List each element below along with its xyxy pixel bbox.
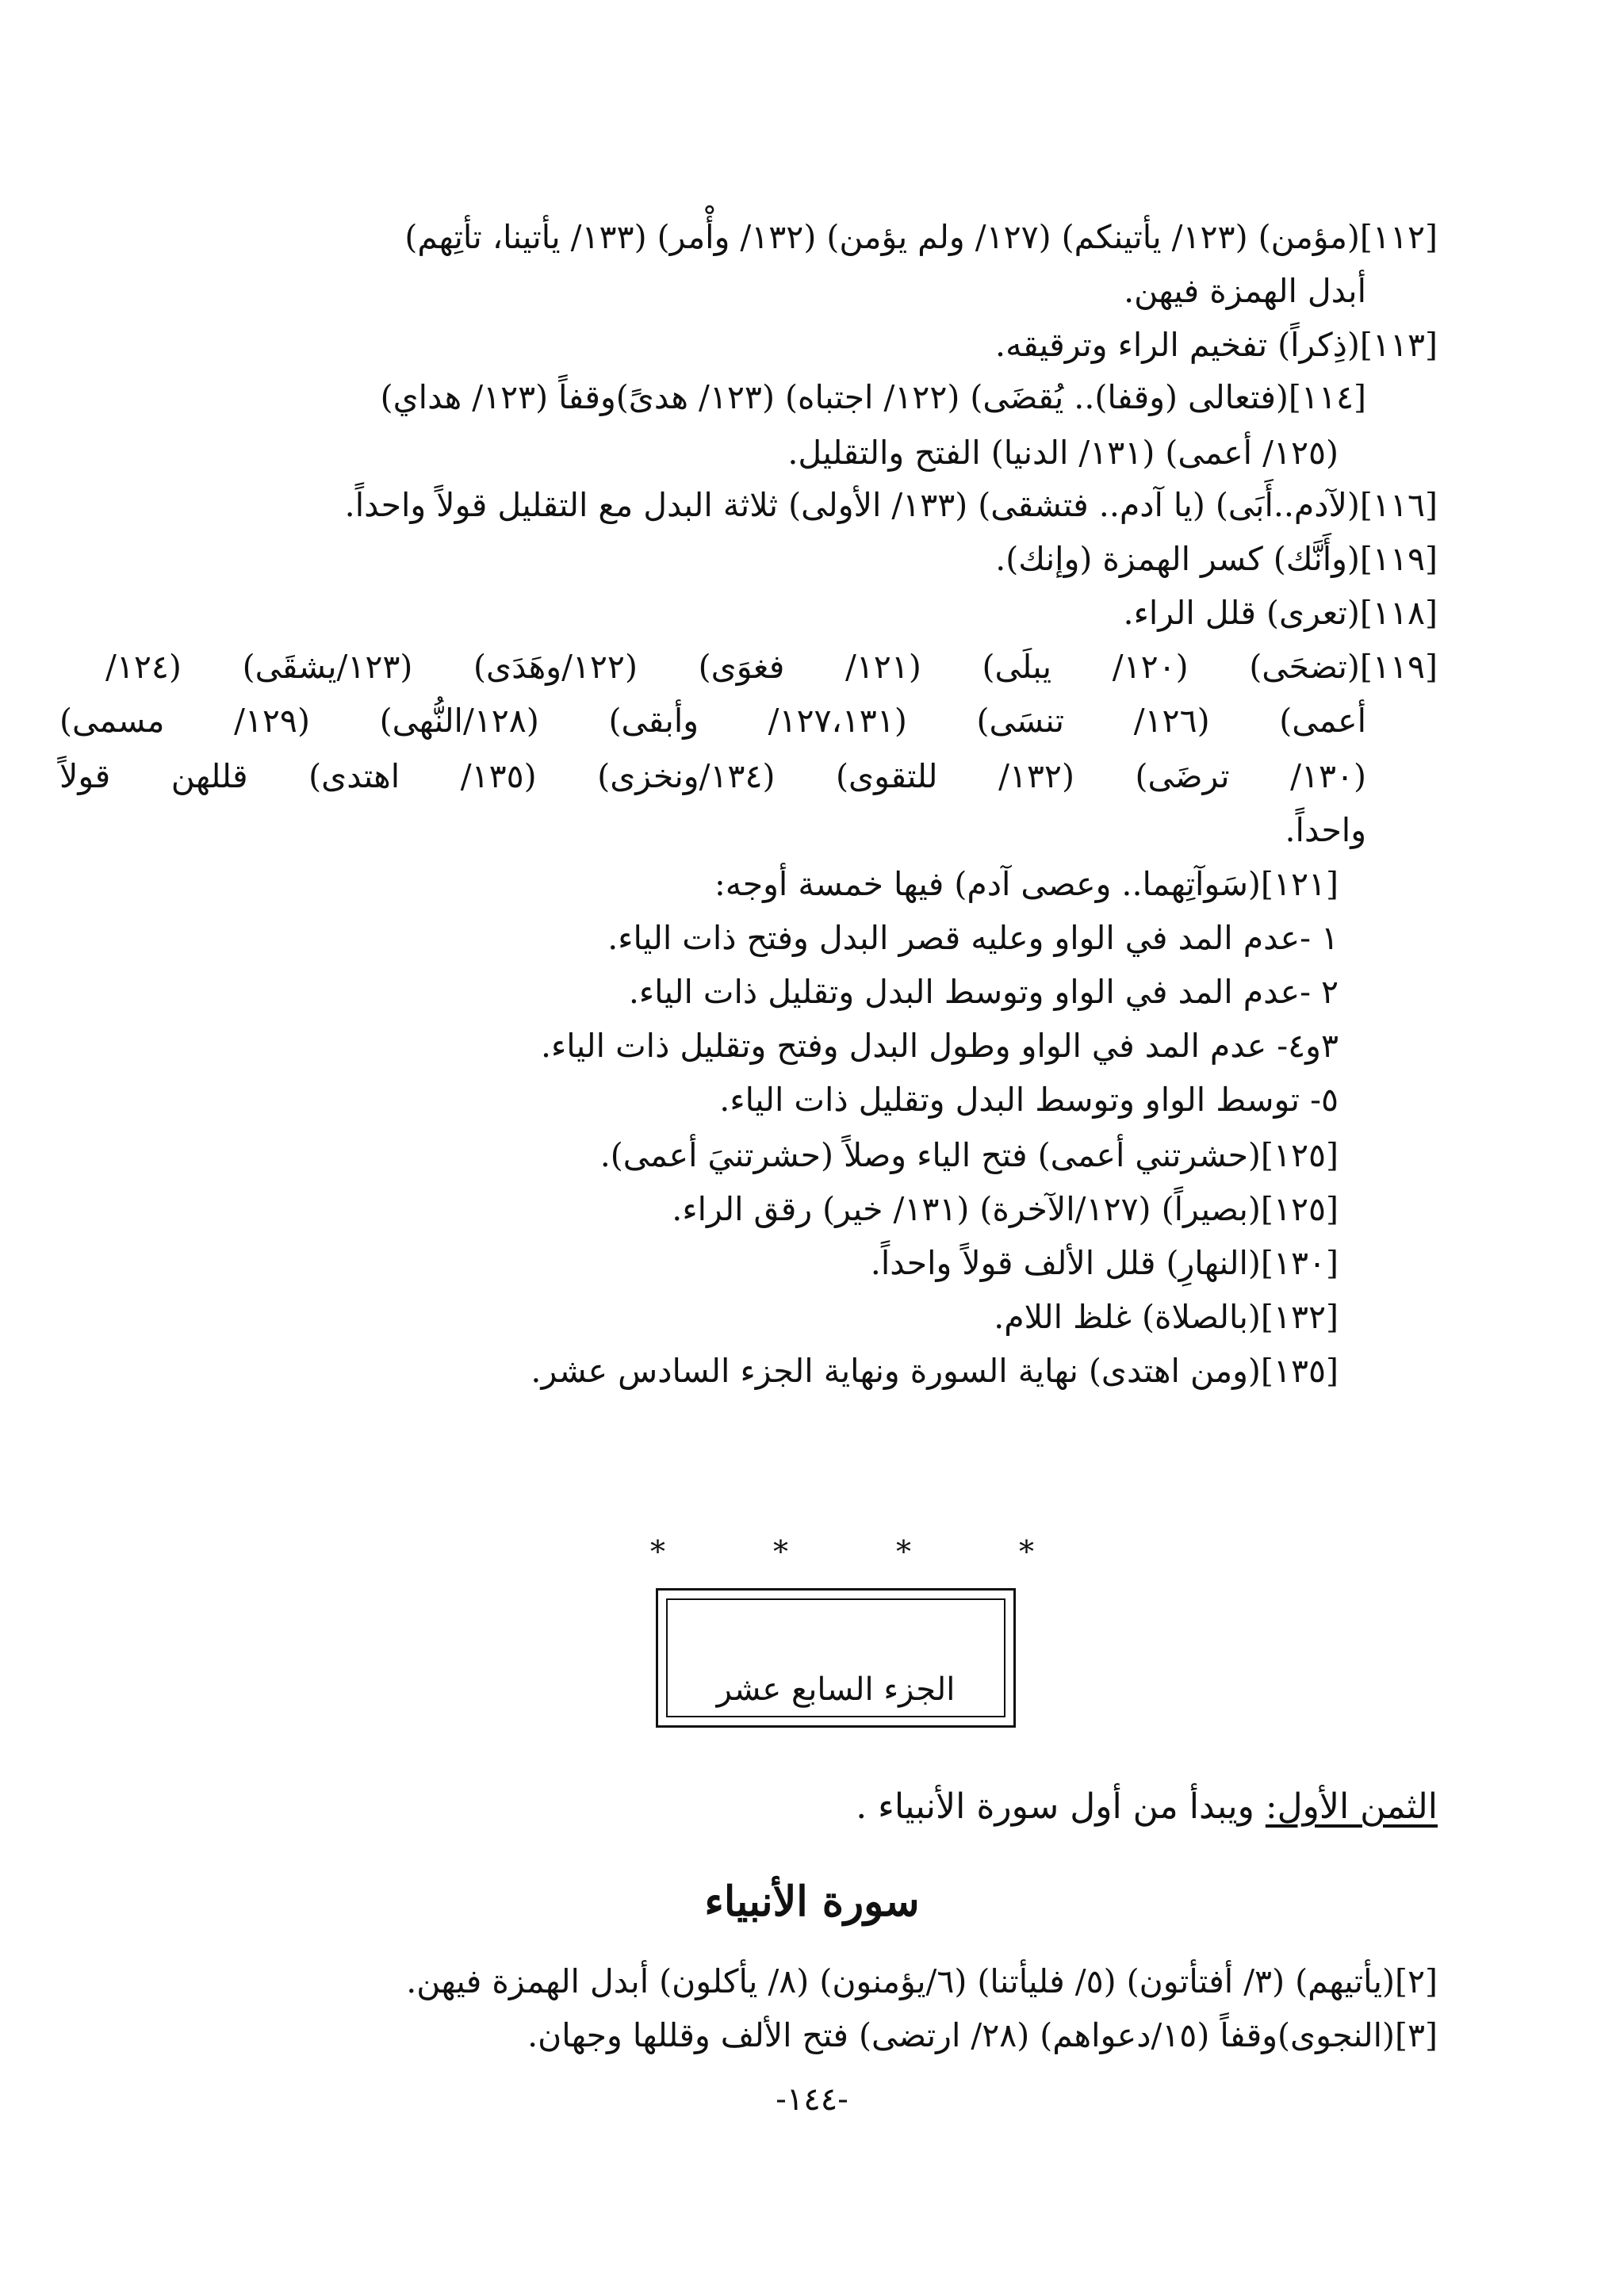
text-line-2: أبدل الهمزة فيهن. <box>1124 272 1366 310</box>
text-line-21: [١٣٢](بالصلاة) غلظ اللام. <box>994 1298 1339 1336</box>
text-line-19: [١٢٥](بصيراً) (١٢٧/الآخرة) (١٣١/ خير) رقق الراء. <box>672 1190 1339 1228</box>
text-line-16: ٣و٤- عدم المد في الواو وطول البدل وفتح وتقليل ذات الياء. <box>540 1027 1339 1065</box>
separator-star: * <box>650 1534 665 1569</box>
text-line-17: ٥- توسط الواو وتوسط البدل وتقليل ذات الياء. <box>719 1081 1339 1119</box>
section-note <box>856 1782 1438 1832</box>
text-line-15: ٢ -عدم المد في الواو وتوسط البدل وتقليل ذات الياء. <box>628 973 1339 1011</box>
text-line-9: [١١٩](تضحَى) (١٢٠/ يبلَى) (١٢١/ فغوَى) (١٢٢/وهَدَى) (١٢٣/يشقَى) (١٢٤/ <box>105 648 1438 686</box>
text-line-10: أعمى) (١٢٦/ تنسَى) (١٢٧،١٣١/ وأبقى) (١٢٨/النُّهى) (١٢٩/ مسمى) <box>59 702 1366 740</box>
section-separator <box>0 1534 1624 1569</box>
text-line-12: واحداً. <box>1285 811 1366 849</box>
text-line-18: [١٢٥](حشرتني أعمى) فتح الياء وصلاً (حشرتنيَ أعمى). <box>599 1136 1339 1174</box>
text-line-4: [١١٤](فتعالى (وقفا).. يُقضَى) (١٢٢/ اجتباه) (١٢٣/ هدىً)وقفاً (١٢٣/ هداي) <box>380 378 1366 416</box>
separator-star: * <box>1019 1534 1034 1569</box>
text-line-5: (١٢٥/ أعمى) (١٣١/ الدنيا) الفتح والتقليل. <box>787 434 1339 472</box>
text-line-8: [١١٨](تعرى) قلل الراء. <box>1123 594 1438 632</box>
text-line-7: [١١٩](وأَنَّك) كسر الهمزة (وإنك). <box>995 540 1438 578</box>
text-line-11: (١٣٠/ ترضَى) (١٣٢/ للتقوى) (١٣٤/ونخزى) (١٣٥/ اهتدى) قللهن قولاً <box>59 757 1367 795</box>
text-line-14: ١ -عدم المد في الواو وعليه قصر البدل وفتح ذات الياء. <box>607 919 1339 957</box>
text-line-1: [١١٢](مؤمن) (١٢٣/ يأتينكم) (١٢٧/ ولم يؤمن) (١٣٢/ وأْمر) (١٣٣/ يأتينا، تأتِهم) <box>404 218 1438 256</box>
text-line-22: [١٣٥](ومن اهتدى) نهاية السورة ونهاية الجزء السادس عشر. <box>530 1352 1339 1390</box>
text-line-20: [١٣٠](النهارِ) قلل الألف قولاً واحداً. <box>870 1244 1339 1282</box>
section-note-text: ويبدأ من أول سورة الأنبياء . <box>856 1786 1266 1827</box>
juz-title-box <box>656 1588 1016 1728</box>
text-line-3: [١١٣](ذِكراً) تفخيم الراء وترقيقه. <box>995 326 1438 364</box>
surah-title: سورة الأنبياء <box>704 1878 920 1926</box>
text-line-6: [١١٦](لآدم..أَبَى) (يا آدم.. فتشقى) (١٣٣/ الأولى) ثلاثة البدل مع التقليل قولاً واحداً. <box>344 486 1438 524</box>
page-number: -١٤٤- <box>776 2081 848 2118</box>
separator-star: * <box>773 1534 788 1569</box>
section-note-label: الثمن الأول: <box>1265 1786 1438 1827</box>
separator-star: * <box>896 1534 911 1569</box>
text-line-23: [٢](يأتيهم) (٣/ أفتأتون) (٥/ فليأتنا) (٦/يؤمنون) (٨/ يأكلون) أبدل الهمزة فيهن. <box>406 1962 1438 2000</box>
text-line-13: [١٢١](سَوآتِهما.. وعصى آدم) فيها خمسة أوجه: <box>714 865 1339 903</box>
juz-title: الجزء السابع عشر <box>716 1671 956 1708</box>
text-line-24: [٣](النجوى)وقفاً (١٥/دعواهم) (٢٨/ ارتضى) فتح الألف وقللها وجهان. <box>527 2016 1438 2054</box>
